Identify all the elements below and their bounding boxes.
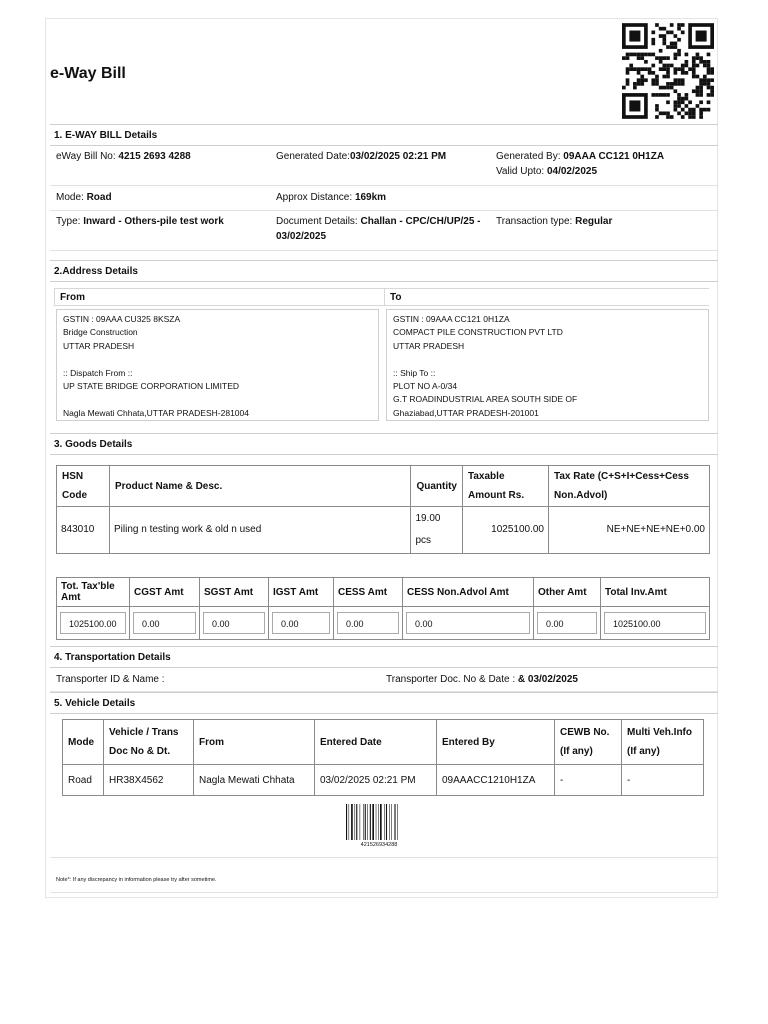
address-line: UTTAR PRADESH [63,340,135,351]
page-title: e-Way Bill [50,65,126,82]
header-cess-nonadvol: CESS Non.Advol Amt [403,578,534,607]
cess-amt: 0.00 [334,607,403,640]
header-cgst: CGST Amt [130,578,200,607]
document-details: Document Details: Challan - CPC/CH/UP/25 - 03/02/2025 [276,216,481,242]
ewb-row-3 [50,211,718,251]
transporter-doc: Transporter Doc. No & Date : & 03/02/2025 [386,674,578,685]
address-line: COMPACT PILE CONSTRUCTION PVT LTD [393,327,563,338]
vehicle-entered-by: 09AAACC1210H1ZA [437,765,555,796]
header-product: Product Name & Desc. [110,466,411,507]
note-band [50,857,718,893]
section-vehicle-header: 5. Vehicle Details [50,692,718,714]
address-line: UP STATE BRIDGE CORPORATION LIMITED [63,381,240,392]
address-line: GSTIN : 09AAA CC121 0H1ZA [393,314,510,324]
header-quantity: Quantity [411,466,463,507]
cgst-amt: 0.00 [130,607,200,640]
header-igst: IGST Amt [269,578,334,607]
header-entered-date: Entered Date [315,720,437,765]
total-inv-amt: 1025100.00 [601,607,710,640]
address-line [63,353,372,366]
header-entered-by: Entered By [437,720,555,765]
taxable-amount: 1025100.00 [463,507,549,554]
from-address [56,309,379,421]
vehicle-cewb: - [555,765,622,796]
vehicle-entered-date: 03/02/2025 02:21 PM [315,765,437,796]
transport-row [50,668,718,692]
vehicle-mode: Road [63,765,104,796]
from-header: From [54,288,384,306]
table-row [63,765,704,796]
other-amt: 0.00 [534,607,601,640]
address-line: Nagla Mewati Chhata,UTTAR PRADESH-281004 [63,407,249,418]
quantity: 19.00 pcs [411,507,463,554]
address-line: UTTAR PRADESH [393,340,465,351]
section-transport-header: 4. Transportation Details [50,646,718,668]
qr-code-icon [622,23,714,119]
discrepancy-note: Note*: If any discrepancy in information please try after sometime. [56,877,217,883]
to-header: To [384,288,709,306]
igst-amt: 0.00 [269,607,334,640]
mode: Mode: Road [56,192,112,203]
header-multi-veh: Multi Veh.Info (If any) [622,720,704,765]
bill-number: eWay Bill No: 4215 2693 4288 [56,151,191,162]
generated-by: Generated By: 09AAA CC121 0H1ZA Valid Upto: 04/02/2025 [496,151,665,177]
tax-rate: NE+NE+NE+NE+0.00 [549,507,710,554]
table-row [57,507,710,554]
approx-distance: Approx Distance: 169km [276,192,387,203]
transporter-id: Transporter ID & Name : [56,674,165,685]
header-from: From [194,720,315,765]
address-line [63,393,372,406]
ewb-row-1 [50,146,718,186]
header-cewb: CEWB No. (If any) [555,720,622,765]
header-sgst: SGST Amt [200,578,269,607]
transaction-type: Transaction type: Regular [496,216,613,227]
to-address [386,309,709,421]
barcode-icon [346,804,412,840]
barcode-number: 421526934288 [360,842,398,848]
vehicle-from: Nagla Mewati Chhata [194,765,315,796]
address-line: G.T ROADINDUSTRIAL AREA SOUTH SIDE OF [393,394,578,405]
vehicle-multi-info: - [622,765,704,796]
totals-value-row [57,607,710,640]
cess-nonadvol-amt: 0.00 [403,607,534,640]
type: Type: Inward - Others-pile test work [56,216,224,227]
header-hsn: HSN Code [57,466,110,507]
address-line [393,353,702,366]
header-mode: Mode [63,720,104,765]
product-desc: Piling n testing work & old n used [110,507,411,554]
generated-date: Generated Date:03/02/2025 02:21 PM [276,151,447,162]
vehicle-number: HR38X4562 [104,765,194,796]
header-vehicle-no: Vehicle / Trans Doc No & Dt. [104,720,194,765]
vehicle-header-row [63,720,704,765]
header-other: Other Amt [534,578,601,607]
header-taxable-amount: Taxable Amount Rs. [463,466,549,507]
goods-table [56,465,710,554]
totals-table [56,577,710,640]
vehicle-table [62,719,704,796]
header-total-taxable: Tot. Tax'ble Amt [57,578,130,607]
address-line: GSTIN : 09AAA CU325 8KSZA [63,314,181,324]
section-goods-header: 3. Goods Details [50,433,718,455]
goods-header-row [57,466,710,507]
eway-bill-page [45,18,718,898]
header-cess: CESS Amt [334,578,403,607]
address-line: :: Dispatch From :: [63,367,133,378]
address-line: PLOT NO A-0/34 [393,381,458,392]
address-line: Ghaziabad,UTTAR PRADESH-201001 [393,407,539,418]
section-address-header: 2.Address Details [50,260,718,282]
header-tax-rate: Tax Rate (C+S+I+Cess+Cess Non.Advol) [549,466,710,507]
ewb-row-2 [50,186,718,211]
section-ewb-header: 1. E-WAY BILL Details [50,124,718,146]
sgst-amt: 0.00 [200,607,269,640]
totals-header-row [57,578,710,607]
header-total-inv: Total Inv.Amt [601,578,710,607]
total-taxable-amt: 1025100.00 [57,607,130,640]
address-line: Bridge Construction [63,327,138,338]
address-line: :: Ship To :: [393,367,436,378]
hsn-code: 843010 [57,507,110,554]
